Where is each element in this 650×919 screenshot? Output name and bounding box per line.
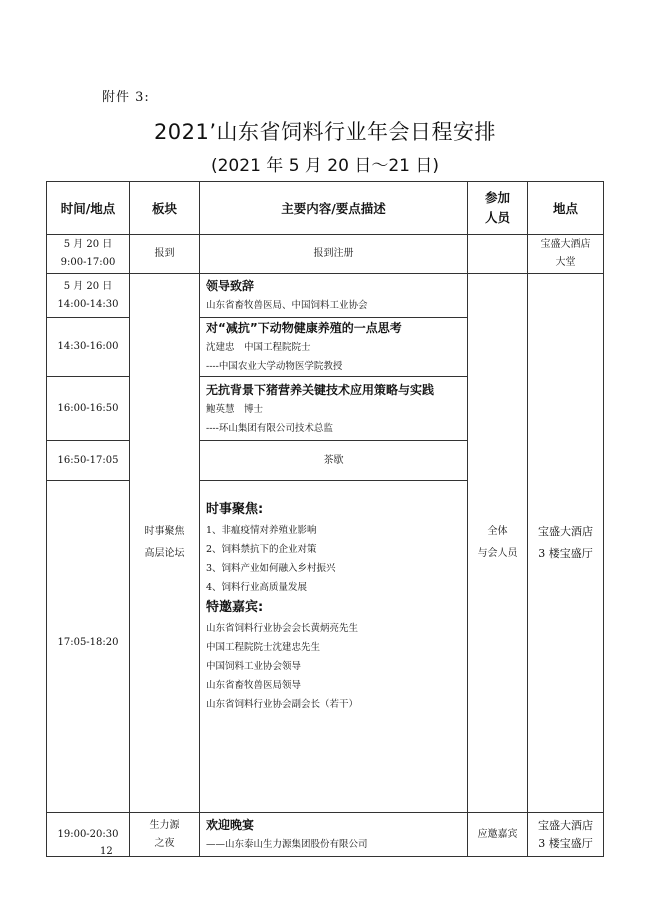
slot5-heading-guests: 特邀嘉宾: xyxy=(206,600,264,615)
cell-dinner-location xyxy=(528,813,604,857)
dinner-line1: ——山东泰山生力源集团股份有限公司 xyxy=(206,839,368,850)
slot3-line2: ----环山集团有限公司技术总监 xyxy=(206,422,333,434)
slot1-line1: 山东省畜牧兽医局、中国饲料工业协会 xyxy=(206,300,368,311)
header-location: 地点 xyxy=(528,182,604,235)
forum-location-line2: 3 楼宝盛厅 xyxy=(538,547,593,560)
slot1-heading: 领导致辞 xyxy=(206,279,255,293)
page-number: 12 xyxy=(100,846,113,857)
dinner-heading: 欢迎晚宴 xyxy=(206,818,255,832)
cell-dinner-time: 19:00-20:30 xyxy=(47,813,130,857)
cell-slot3-time: 16:00-16:50 xyxy=(47,377,130,441)
cell-dinner-section xyxy=(130,813,200,857)
forum-attendees-line1: 全体 xyxy=(487,526,508,537)
slot3-line1: 鲍英慧 博士 xyxy=(206,403,264,415)
page-title: 2021’山东省饲料行业年会日程安排 xyxy=(153,120,497,144)
forum-section-line1: 时事聚焦 xyxy=(144,526,185,537)
dinner-location-line1: 宝盛大酒店 xyxy=(538,818,593,832)
dinner-location-line2: 3 楼宝盛厅 xyxy=(538,836,593,850)
cell-forum-section xyxy=(130,274,200,813)
slot3-heading: 无抗背景下猪营养关键技术应用策略与实践 xyxy=(206,382,435,397)
cell-forum-attendees xyxy=(468,274,528,813)
cell-slot4-content: 茶歇 xyxy=(200,441,468,481)
slot2-heading: 对“减抗”下动物健康养殖的一点思考 xyxy=(206,321,402,335)
cell-dinner-attendees: 应邀嘉宾 xyxy=(468,813,528,857)
cell-registration-time xyxy=(47,235,130,274)
slot5-guest2: 中国工程院院士沈建忠先生 xyxy=(206,642,321,653)
slot5-guest3: 中国饲料工业协会领导 xyxy=(206,661,302,672)
slot5-topic3: 3、饲料产业如何融入乡村振兴 xyxy=(206,563,336,574)
cell-registration-section: 报到 xyxy=(130,235,200,274)
attachment-label: 附件 3: xyxy=(102,90,150,105)
header-row xyxy=(47,182,604,235)
slot2-line1: 沈建忠 中国工程院院士 xyxy=(206,342,311,353)
header-time-place: 时间/地点 xyxy=(47,182,130,235)
registration-location-line1: 宝盛大酒店 xyxy=(540,239,591,250)
cell-registration-location xyxy=(528,235,604,274)
cell-slot1-content xyxy=(200,274,468,318)
registration-location-line2: 大堂 xyxy=(555,257,576,268)
slot5-topic4: 4、饲料行业高质量发展 xyxy=(206,582,308,593)
dinner-section-line2: 之夜 xyxy=(154,837,175,849)
cell-slot1-time xyxy=(47,274,130,318)
cell-slot2-content xyxy=(200,318,468,377)
table-row-slot1 xyxy=(47,274,604,318)
forum-attendees-line2: 与会人员 xyxy=(477,548,518,559)
slot5-guest4: 山东省畜牧兽医局领导 xyxy=(206,680,302,691)
header-attendees: 参加人员 xyxy=(468,182,528,235)
slot2-line2: ----中国农业大学动物医学院教授 xyxy=(206,361,343,372)
cell-slot3-content xyxy=(200,377,468,441)
forum-section-line2: 高层论坛 xyxy=(144,548,185,559)
cell-slot5-content xyxy=(200,481,468,813)
cell-slot4-time: 16:50-17:05 xyxy=(47,441,130,481)
slot1-time: 14:00-14:30 xyxy=(57,298,119,310)
registration-date: 5 月 20 日 xyxy=(63,239,113,250)
table-row-registration xyxy=(47,235,604,274)
header-content: 主要内容/要点描述 xyxy=(200,182,468,235)
slot5-heading-focus: 时事聚焦: xyxy=(206,502,264,517)
slot5-guest5: 山东省饲料行业协会副会长（若干） xyxy=(206,699,359,710)
cell-dinner-content xyxy=(200,813,468,857)
cell-registration-attendees xyxy=(468,235,528,274)
table-row-dinner xyxy=(47,813,604,857)
registration-time: 9:00-17:00 xyxy=(60,257,116,268)
cell-registration-content: 报到注册 xyxy=(200,235,468,274)
slot5-guest1: 山东省饲料行业协会会长黄炳亮先生 xyxy=(206,623,359,634)
schedule-table xyxy=(46,181,604,857)
slot5-topic1: 1、非瘟疫情对养殖业影响 xyxy=(206,525,317,536)
slot1-date: 5 月 20 日 xyxy=(63,280,113,292)
cell-slot5-time: 17:05-18:20 xyxy=(47,481,130,813)
slot5-topic2: 2、饲料禁抗下的企业对策 xyxy=(206,544,317,555)
cell-forum-location xyxy=(528,274,604,813)
header-section: 板块 xyxy=(130,182,200,235)
page-subtitle: (2021 年 5 月 20 日～21 日) xyxy=(210,156,440,176)
cell-slot2-time: 14:30-16:00 xyxy=(47,318,130,377)
dinner-section-line1: 生力源 xyxy=(149,819,180,831)
forum-location-line1: 宝盛大酒店 xyxy=(538,525,593,538)
